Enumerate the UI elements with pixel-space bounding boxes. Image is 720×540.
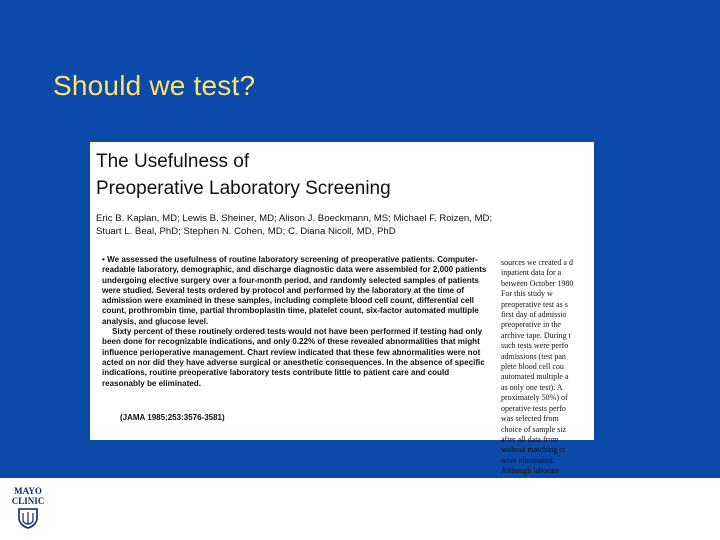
side-column-line: first day of admissio [501,310,567,320]
side-column-line: inpatient data for a [501,268,562,278]
side-column-line: sources we created a d [501,258,573,267]
side-column-line: preoperative test as s [501,299,568,309]
article-citation: (JAMA 1985;253:3576-3581) [120,413,225,422]
article-authors [96,212,592,238]
slide-title: Should we test? [53,70,256,101]
logo-word-clinic: CLINIC [11,496,45,506]
side-column-line: Although laborato [501,466,560,476]
abstract-paragraph-2: Sixty percent of these routinely ordered tests would not have been performed if testing had only been done for recognizable indications, and only 0.22% of these revealed abnormalities that might influence perioperative management. Chart review indicated that these few abnormalities were not acted on nor did they have adverse surgical or anesthetic consequences. In the absence of specific indications, routine preoperative laboratory tests contribute little to patient care and could reasonably be eliminated. [102,327,485,388]
article-title [96,148,391,202]
side-column-line: were eliminated. [501,455,555,465]
side-column-line: after all data from [501,434,559,444]
article-title-line2: Preoperative Laboratory Screening [96,178,391,199]
shield-icon [17,507,39,529]
side-column-line: proximately 50%) of [501,393,568,403]
article-abstract [102,255,492,389]
side-column-line: automated multiple a [501,372,569,382]
side-column-line: choice of sample siz [501,424,567,434]
side-column-line: plete blood cell cou [501,362,564,372]
article-title-line1: The Usefulness of [96,151,250,172]
authors-line1: Eric B. Kaplan, MD; Lewis B. Sheiner, MD; Alison J. Boeckmann, MS; Michael F. Roizen, MD; [96,213,493,224]
side-column-line: as only one test). A [501,382,563,392]
article-image [90,142,594,476]
side-column-line: such tests were perfo [501,341,569,351]
side-column-line: between October 1980 [501,278,574,288]
article-side-column [501,258,601,477]
footer-bar [0,478,720,540]
side-column-line: preoperative in the [501,320,561,330]
side-column-line: was selected from [501,414,559,424]
side-column-line: archive tape. During t [501,330,571,340]
authors-line2: Stuart L. Beal, PhD; Stephen N. Cohen, MD; C. Diana Nicoll, MD, PhD [96,226,396,237]
side-column-line: without matching cr [501,445,566,455]
side-column-line: For this study w [501,289,553,299]
side-column-line: admissions (test pan [501,351,566,361]
mayo-clinic-logo [8,486,48,530]
side-column-line: operative tests perfo [501,403,566,413]
abstract-paragraph-1: • We assessed the usefulness of routine laboratory screening of preoperative patients. Computer-readable laboratory, demographic, and discharge diagnostic data were assembled for 2,000 patients undergoing elective surgery over a four-month period, and randomly selected samples of patients were studied. Several tests ordered by protocol and performed by the laboratory at the time of admission were examined in these samples, including complete blood cell count, differential cell count, prothrombin time, partial thromboplastin time, platelet count, six-factor automated multiple analysis, and glucose level. [102,255,487,326]
logo-word-mayo: MAYO [14,486,42,496]
